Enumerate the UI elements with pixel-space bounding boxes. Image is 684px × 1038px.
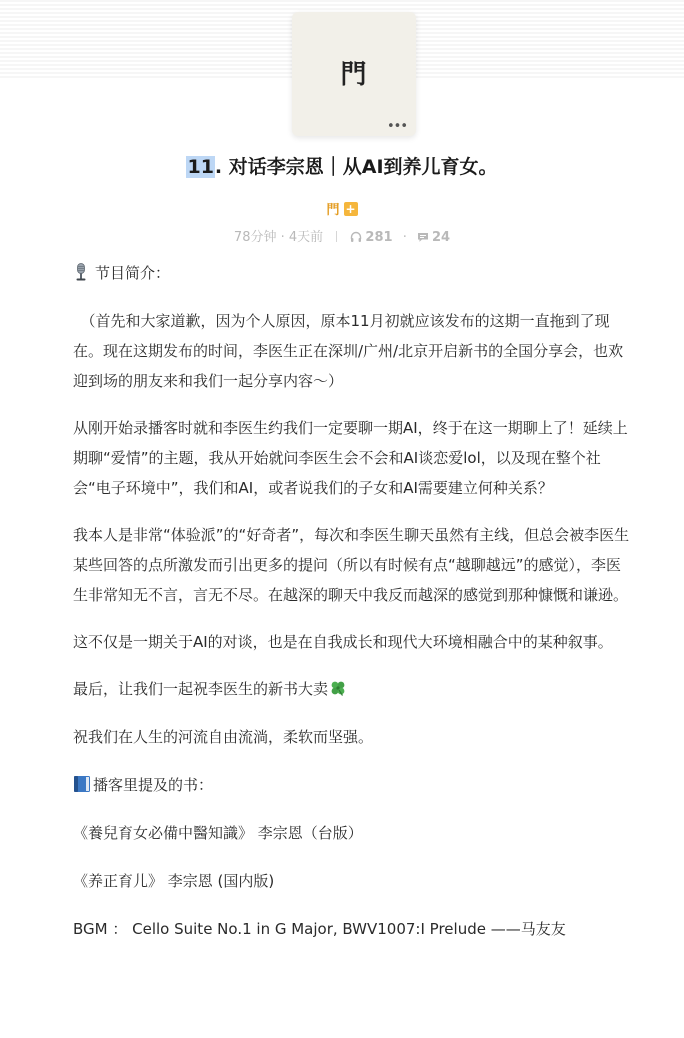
episode-meta [0,226,684,245]
author-row[interactable] [0,198,684,216]
paragraph: 这不仅是一期关于AI的对谈，也是在自我成长和现代大环境相融合中的某种叙事。 [73,633,613,651]
bgm-credit: BGM ： Cello Suite No.1 in G Major, BWV1007:I Prelude ——马友友 [73,920,566,938]
episode-description [73,258,633,962]
paragraph: 从刚开始录播客时就和李医生约我们一定要聊一期AI，终于在这一期聊上了！延续上期聊“爱情”的主题，我从开始就问李医生会不会和AI谈恋爱lol，以及现在整个社会“电子环境中”，我们和AI，或者说我们的子女和AI需要建立何种关系？ [73,419,628,497]
headphones-icon [350,231,362,243]
book-item: 《養兒育女必備中醫知識》 李宗恩（台版） [73,824,363,842]
plus-badge-icon: + [345,201,356,216]
section-books [73,770,633,800]
book-item: 《养正育儿》 李宗恩 (国内版) [73,872,275,890]
play-count: 281 [365,230,393,245]
more-icon[interactable]: ••• [386,119,407,134]
paragraph: （首先和大家道歉，因为个人原因，原本11月初就应该发布的这期一直拖到了现在。现在这期发布的时间，李医生正在深圳/广州/北京开启新书的全国分享会，也欢迎到场的朋友来和我们一起分享内容～） [73,312,624,390]
author-name[interactable]: 門 [326,203,340,218]
paragraph: 祝我们在人生的河流自由流淌，柔软而坚强。 [73,728,374,746]
cover-logo-text: 門 [340,60,368,90]
microphone-icon [73,263,89,281]
paragraph-wish [73,674,633,704]
duration-age: 78分钟 · 4天前 [233,230,324,245]
podcast-cover[interactable] [292,12,416,136]
paragraph: 我本人是非常“体验派”的“好奇者”，每次和李医生聊天虽然有主线，但总会被李医生某些回答的点所激发而引出更多的提问（所以有时候有点“越聊越远”的感觉），李医生非常知无不言，言无不尽。在越深的聊天中我反而越深的感觉到那种慷慨和谦逊。 [73,526,630,604]
comment-count: 24 [431,230,451,245]
episode-title [0,152,684,179]
episode-number: 11 [187,156,214,178]
episode-title-text: . 对话李宗恩｜从AI到养儿育女。 [214,156,498,178]
section-intro [73,258,633,288]
meta-divider [336,231,337,242]
meta-dot: · [402,230,407,245]
comment-bubble-icon [417,231,429,243]
blue-book-icon [73,775,91,793]
section-intro-title: 节目简介： [95,264,171,282]
paragraph-text: 最后，让我们一起祝李医生的新书大卖 [73,680,329,698]
section-books-title: 播客里提及的书： [93,776,214,794]
four-leaf-clover-icon [329,679,347,697]
